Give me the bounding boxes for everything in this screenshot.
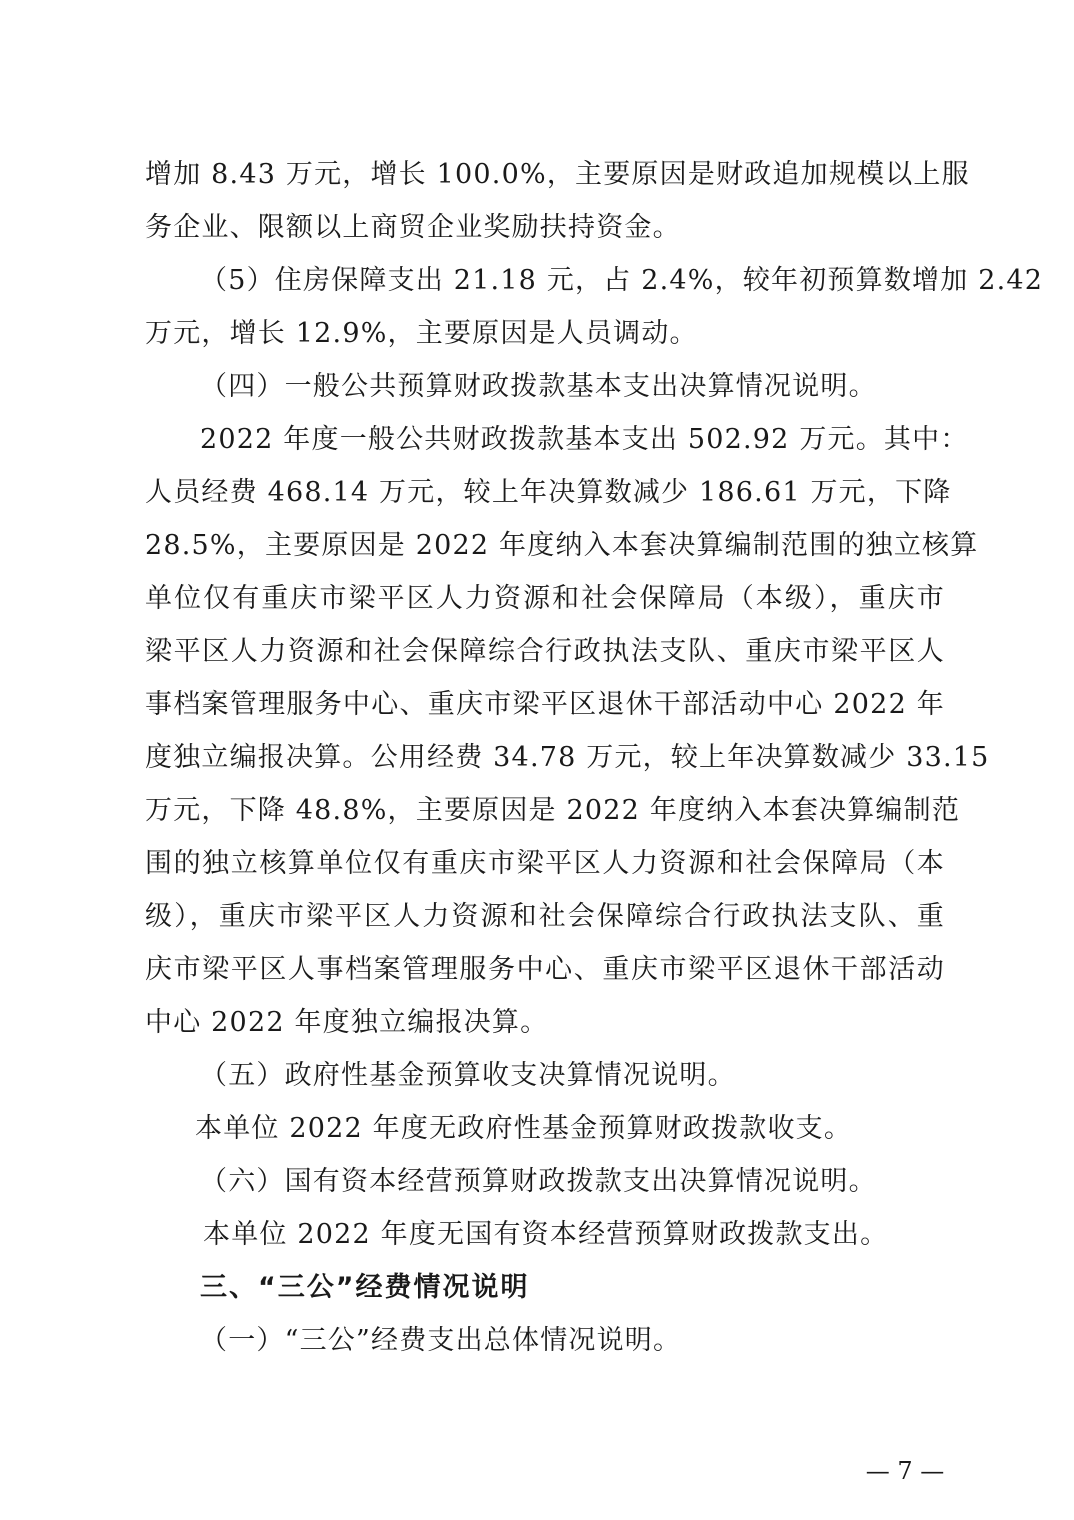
body-line: 务企业、限额以上商贸企业奖励扶持资金。 xyxy=(145,212,681,243)
body-line: 梁平区人力资源和社会保障综合行政执法支队、重庆市梁平区人 xyxy=(145,636,945,667)
body-line: 28.5%，主要原因是 2022 年度纳入本套决算编制范围的独立核算 xyxy=(145,530,979,561)
list-item-line: （5）住房保障支出 21.18 元，占 2.4%，较年初预算数增加 2.42 xyxy=(200,265,1044,296)
paragraph-line: 本单位 2022 年度无政府性基金预算财政拨款收支。 xyxy=(195,1113,853,1144)
body-line: 围的独立核算单位仅有重庆市梁平区人力资源和社会保障局（本 xyxy=(145,848,945,879)
section-heading: （四）一般公共预算财政拨款基本支出决算情况说明。 xyxy=(200,371,877,402)
body-line: 人员经费 468.14 万元，较上年决算数减少 186.61 万元，下降 xyxy=(145,477,952,508)
body-line: 增加 8.43 万元，增长 100.0%，主要原因是财政追加规模以上服 xyxy=(145,159,970,190)
section-heading: （六）国有资本经营预算财政拨款支出决算情况说明。 xyxy=(200,1166,877,1197)
body-line: 事档案管理服务中心、重庆市梁平区退休干部活动中心 2022 年 xyxy=(145,689,945,720)
body-line: 级），重庆市梁平区人力资源和社会保障综合行政执法支队、重 xyxy=(145,901,945,932)
body-line: 中心 2022 年度独立编报决算。 xyxy=(145,1007,549,1038)
body-line: 单位仅有重庆市梁平区人力资源和社会保障局（本级），重庆市 xyxy=(145,583,945,614)
paragraph-line: 本单位 2022 年度无国有资本经营预算财政拨款支出。 xyxy=(203,1219,889,1250)
paragraph-first-line: 2022 年度一般公共财政拨款基本支出 502.92 万元。其中： xyxy=(200,424,969,455)
body-line: 度独立编报决算。公用经费 34.78 万元，较上年决算数减少 33.15 xyxy=(145,742,990,773)
section-heading: （五）政府性基金预算收支决算情况说明。 xyxy=(200,1060,736,1091)
page-number: — 7 — xyxy=(865,1457,945,1485)
body-line: 万元，下降 48.8%，主要原因是 2022 年度纳入本套决算编制范 xyxy=(145,795,961,826)
body-line: 万元，增长 12.9%，主要原因是人员调动。 xyxy=(145,318,698,349)
body-line: 庆市梁平区人事档案管理服务中心、重庆市梁平区退休干部活动 xyxy=(145,954,945,985)
chapter-heading: 三、“三公”经费情况说明 xyxy=(200,1272,530,1303)
section-heading: （一）“三公”经费支出总体情况说明。 xyxy=(200,1325,682,1356)
